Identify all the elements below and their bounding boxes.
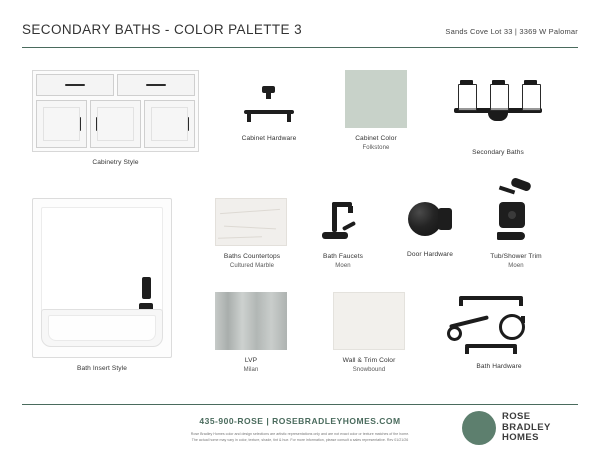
towel-bar-post (465, 347, 469, 354)
wall-trim-color-caption (320, 356, 418, 374)
countertops-caption (206, 252, 298, 270)
logo-line-3: HOMES (502, 432, 539, 444)
tub-shower-trim-label: Tub/Shower Trim (490, 253, 542, 260)
light-shade-cap (460, 80, 473, 85)
tub-shower-trim-brand: Moen (508, 262, 524, 269)
drawer-pull-icon (65, 84, 85, 86)
logo-wordmark (502, 412, 551, 444)
cabinet-hardware-image (238, 86, 300, 124)
light-shade-cap (492, 80, 505, 85)
project-subtitle: Sands Cove Lot 33 | 3369 W Palomar (445, 27, 578, 36)
cabinet-color-label: Cabinet Color (355, 135, 397, 142)
tub-spout-trim-icon (497, 232, 525, 240)
cabinet-door (90, 100, 141, 148)
bath-insert-image (32, 198, 172, 358)
bar-pull-post (247, 114, 251, 122)
door-hardware-image (400, 200, 456, 244)
door-pull-icon (187, 117, 189, 131)
drawer-pull-icon (146, 84, 166, 86)
tub-shower-trim-caption (466, 252, 566, 270)
logo-mark-icon (462, 411, 496, 445)
board-header (22, 22, 578, 48)
light-glass-shade (458, 84, 477, 111)
lvp-plank (215, 342, 287, 350)
logo-line-2: BRADLEY (502, 421, 551, 433)
cabinet-color-caption (326, 134, 426, 152)
lvp-caption (211, 356, 291, 374)
cabinetry-style-caption: Cabinetry Style (92, 159, 139, 166)
bath-hardware-image (445, 292, 550, 354)
countertop-swatch (215, 198, 287, 246)
cabinet-hardware-caption: Cabinet Hardware (241, 135, 297, 142)
header-divider (22, 47, 578, 48)
wall-trim-color-label: Wall & Trim Color (342, 357, 396, 364)
cabinet-color-swatch (345, 70, 407, 128)
faucet-handle (342, 221, 356, 231)
tub-shower-trim-image (485, 180, 545, 248)
contact-info[interactable]: 435-900-ROSE | ROSEBRADLEYHOMES.COM (199, 416, 401, 426)
cabinet-upper-drawers (36, 74, 195, 96)
marble-vein (220, 209, 280, 214)
towel-bar-post (459, 299, 463, 306)
vanity-light-image (450, 78, 546, 128)
faucet-tip (348, 206, 353, 213)
towel-bar-icon (459, 296, 523, 300)
towel-bar-post (519, 299, 523, 306)
door-latch-plate (438, 208, 452, 230)
disclaimer-line-1: Rose Bradley Homes color and design selections are artistic representations only and are not exact color or texture matches of the home. (190, 432, 410, 436)
footer-divider (22, 404, 578, 405)
towel-bar-post (513, 347, 517, 354)
cabinet-drawer (36, 74, 114, 96)
faucet-base (322, 232, 348, 239)
towel-ring-post (521, 316, 525, 323)
door-hardware-caption: Door Hardware (406, 251, 453, 258)
countertops-material: Cultured Marble (229, 262, 275, 269)
light-canopy (488, 112, 508, 121)
lvp-label: LVP (244, 357, 258, 364)
shower-arm (499, 186, 515, 195)
logo-line-1: ROSE (502, 411, 531, 422)
cabinet-lower-doors (36, 100, 195, 148)
countertops-label: Baths Countertops (223, 253, 281, 260)
light-glass-shade (522, 84, 541, 111)
shower-valve-trim-icon (499, 202, 525, 228)
page-title: SECONDARY BATHS - COLOR PALETTE 3 (22, 22, 303, 37)
bath-hardware-caption: Bath Hardware (476, 363, 522, 370)
cabinet-door (144, 100, 195, 148)
bath-faucets-label: Bath Faucets (322, 253, 364, 260)
shower-valve-icon (142, 277, 151, 299)
cabinet-drawer (117, 74, 195, 96)
bath-faucets-caption (302, 252, 384, 270)
tub-basin (41, 309, 163, 347)
door-pull-icon (79, 117, 81, 131)
bath-insert-caption: Bath Insert Style (76, 365, 128, 372)
disclaimer-line-2: The actual home may vary in color, texture, shade, tint & hue. For more information, please consult a sales representative. Rev 01/21/26 (191, 437, 409, 442)
bar-pull-post (287, 114, 291, 122)
secondary-baths-caption: Secondary Baths (472, 149, 524, 156)
wall-trim-color-swatch (333, 292, 405, 350)
bath-faucets-brand: Moen (335, 262, 351, 269)
lvp-style-name: Milan (243, 366, 259, 373)
robe-hook-icon (447, 326, 462, 341)
marble-vein (224, 226, 276, 230)
towel-bar-icon (465, 344, 517, 348)
lvp-swatch (215, 292, 287, 350)
light-shade-cap (524, 80, 537, 85)
cabinetry-style-image (32, 70, 199, 152)
cabinet-door (36, 100, 87, 148)
marble-vein (218, 236, 262, 239)
cabinet-knob-stem (266, 93, 271, 99)
light-glass-shade (490, 84, 509, 111)
company-logo (462, 408, 580, 450)
door-knob-icon (408, 202, 442, 236)
wall-trim-color-name: Snowbound (352, 366, 386, 373)
door-pull-icon (96, 117, 98, 131)
bath-faucet-image (318, 198, 366, 246)
cabinet-color-name: Folkstone (362, 144, 390, 151)
cabinet-knob-icon (262, 86, 275, 93)
